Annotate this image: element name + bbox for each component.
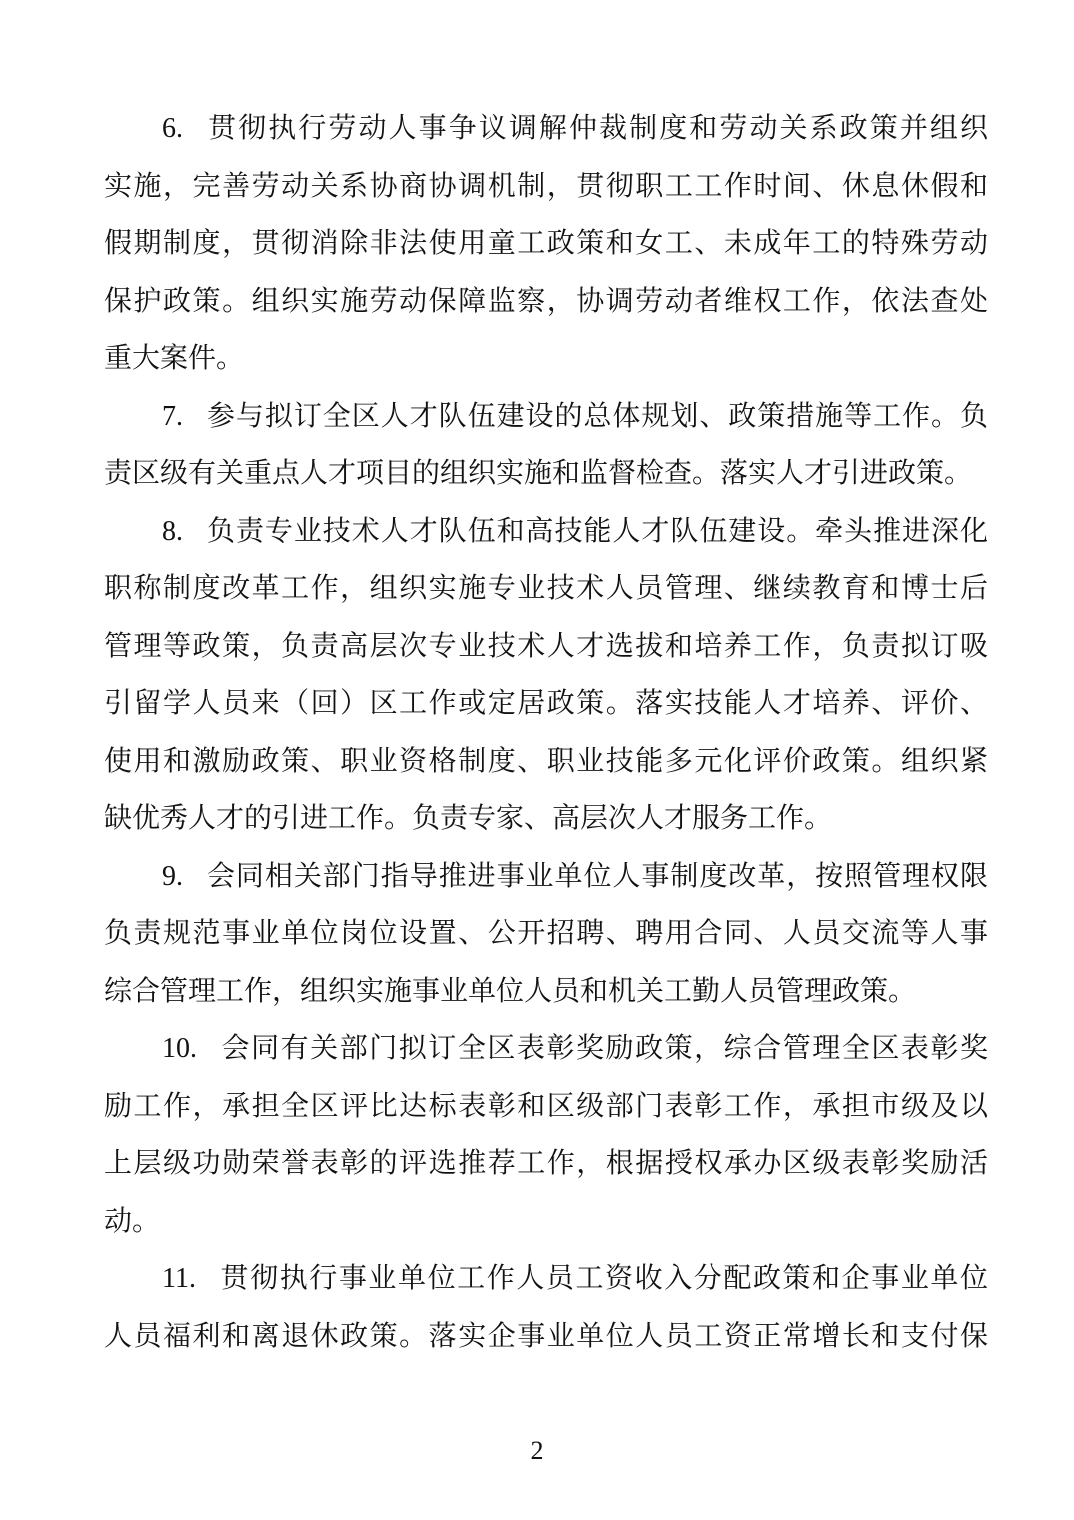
paragraph-8-line-4: 引留学人员来（回）区工作或定居政策。落实技能人才培养、评价、 [104, 688, 988, 719]
paragraph-8-line-6: 缺优秀人才的引进工作。负责专家、高层次人才服务工作。 [104, 803, 833, 834]
paragraph-9-line-2: 负责规范事业单位岗位设置、公开招聘、聘用合同、人员交流等人事 [104, 918, 988, 949]
paragraph-7-line-2: 责区级有关重点人才项目的组织实施和监督检查。落实人才引进政策。 [104, 458, 973, 489]
paragraph-6-line-4: 保护政策。组织实施劳动保障监察，协调劳动者维权工作，依法查处 [104, 285, 988, 317]
paragraph-11-line-1: 11. 贯彻执行事业单位工作人员工资收入分配政策和企事业单位 [162, 1263, 988, 1294]
paragraph-9-line-3: 综合管理工作，组织实施事业单位人员和机关工勤人员管理政策。 [104, 975, 917, 1007]
paragraph-11-line-2: 人员福利和离退休政策。落实企事业单位人员工资正常增长和支付保 [104, 1320, 988, 1352]
paragraph-8-line-3: 管理等政策，负责高层次专业技术人才选拔和培养工作，负责拟订吸 [104, 630, 988, 662]
page-footer [0, 1436, 1074, 1466]
paragraph-6-line-2: 实施，完善劳动关系协商协调机制，贯彻职工工作时间、休息休假和 [104, 170, 988, 202]
paragraph-10-line-3: 上层级功勋荣誉表彰的评选推荐工作，根据授权承办区级表彰奖励活 [104, 1148, 988, 1179]
paragraph-10-line-4: 动。 [104, 1205, 161, 1237]
paragraph-8-line-1: 8. 负责专业技术人才队伍和高技能人才队伍建设。牵头推进深化 [162, 515, 988, 547]
paragraph-10-line-1: 10. 会同有关部门拟订全区表彰奖励政策，综合管理全区表彰奖 [162, 1033, 988, 1064]
paragraph-6-line-1: 6. 贯彻执行劳动人事争议调解仲裁制度和劳动关系政策并组织 [162, 113, 988, 144]
paragraph-6-line-3: 假期制度，贯彻消除非法使用童工政策和女工、未成年工的特殊劳动 [104, 228, 988, 259]
paragraph-7-line-1: 7. 参与拟订全区人才队伍建设的总体规划、政策措施等工作。负 [162, 400, 988, 432]
paragraph-10-line-2: 励工作，承担全区评比达标表彰和区级部门表彰工作，承担市级及以 [104, 1090, 988, 1122]
paragraph-6-line-5: 重大案件。 [104, 343, 245, 374]
page-number: 2 [530, 1436, 544, 1465]
document-body [104, 100, 988, 1365]
paragraph-8-line-5: 使用和激励政策、职业资格制度、职业技能多元化评价政策。组织紧 [104, 745, 988, 777]
paragraph-8-line-2: 职称制度改革工作，组织实施专业技术人员管理、继续教育和博士后 [104, 573, 988, 604]
paragraph-9-line-1: 9. 会同相关部门指导推进事业单位人事制度改革，按照管理权限 [162, 860, 988, 892]
